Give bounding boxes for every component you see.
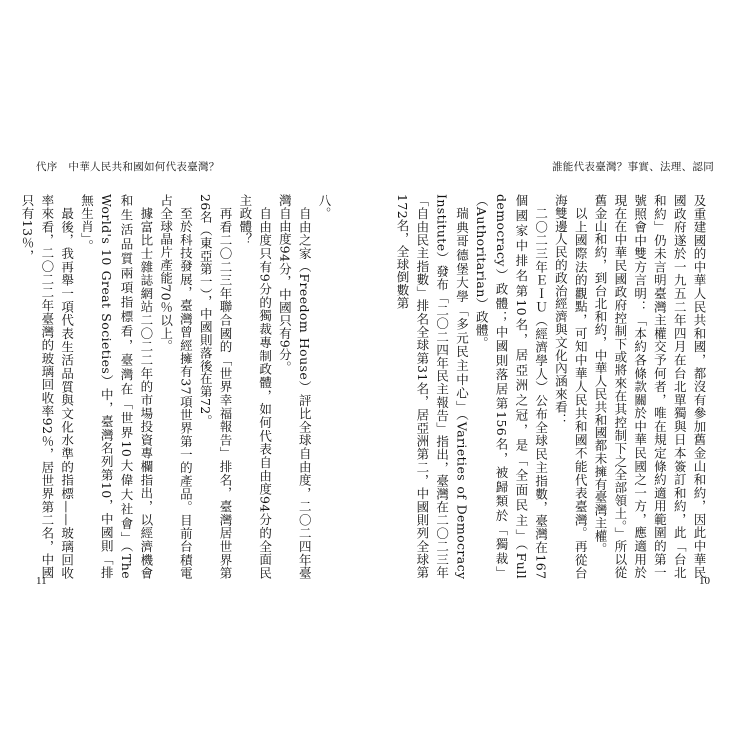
paragraph: 再看二〇二三年聯合國的「世界幸福報告」排名，臺灣居世界第26名（東亞第一），中國則落後在第72。 — [198, 194, 234, 579]
paragraph: 自由之家（Freedom House）評比全球自由度，二〇二四年臺灣自由度94分，中國只有9分。 — [277, 194, 313, 579]
paragraph: 至於科技發展，臺灣曾經擁有37項世界第一的產品。目前台積電占全球晶片產能70％以上。 — [158, 194, 194, 579]
paragraph: 瑞典哥德堡大學「多元民主中心」（Varieties of Democracy Institute）發布「二〇二四年民主報告」指出，臺灣在二〇二三年「自由民主指數」排名全球第31名，居亞洲第二，中國則列全球第172名，全球倒數第 — [395, 194, 470, 579]
paragraph: 二〇二三年ＥＩＵ（經濟學人）公布全球民主指數，臺灣在167個國家中排名第10名，居亞洲之冠，是「全面民主」（Full democracy）政體；中國則落居第156名，被歸類於「獨裁」（Authoritarian）政體。 — [474, 194, 549, 579]
right-page — [375, 0, 750, 750]
paragraph: 及重建國的中華人民共和國，都沒有參加舊金山和約，因此中華民國政府遂於一九五二年四月在台北單獨與日本簽訂和約，此「台北和約」仍未言明臺灣主權交予何者，唯在規定條約適用範圍的第一號照會中雙方言明：「本約各條款關於中華民國之一方，應適用於現在在中華民國政府控制下或將來在其控制下之全部領土。」所以從舊金山和約，到台北和約，中華人民共和國都未擁有臺灣主權。 — [593, 194, 707, 579]
paragraph: 以上國際法的觀點，可知中華人民共和國不能代表臺灣。再從台海雙邊人民的政治經濟與文化內涵來看： — [553, 194, 589, 579]
paragraph: 自由度只有9分的獨裁專制政體，如何代表自由度94分的全面民主政體？ — [237, 194, 273, 579]
paragraph: 八。 — [317, 194, 332, 220]
running-head-right: 誰能代表臺灣？事實、法理、認同 — [552, 161, 714, 173]
paragraph: 最後，我再舉一項代表生活品質與文化水準的指標——玻璃回收率來看，二〇二二年臺灣的玻璃回收率92％，居世界第二名，中國只有13％， — [20, 194, 75, 579]
page-number-right: 10 — [699, 575, 710, 587]
running-head-left: 代序 中華人民共和國如何代表臺灣？ — [36, 161, 220, 173]
paragraph: 據富比士雜誌網站二〇二二年的市場投資專欄指出，以經濟機會和生活品質兩項指標看，臺灣在「世界10大偉大社會」（The World's 10 Great Societies）中，臺灣名列第10，中國則「排無生肖」。 — [79, 194, 154, 579]
left-page-body — [20, 194, 334, 579]
page-number-left: 11 — [36, 575, 47, 587]
right-page-body — [391, 194, 709, 579]
